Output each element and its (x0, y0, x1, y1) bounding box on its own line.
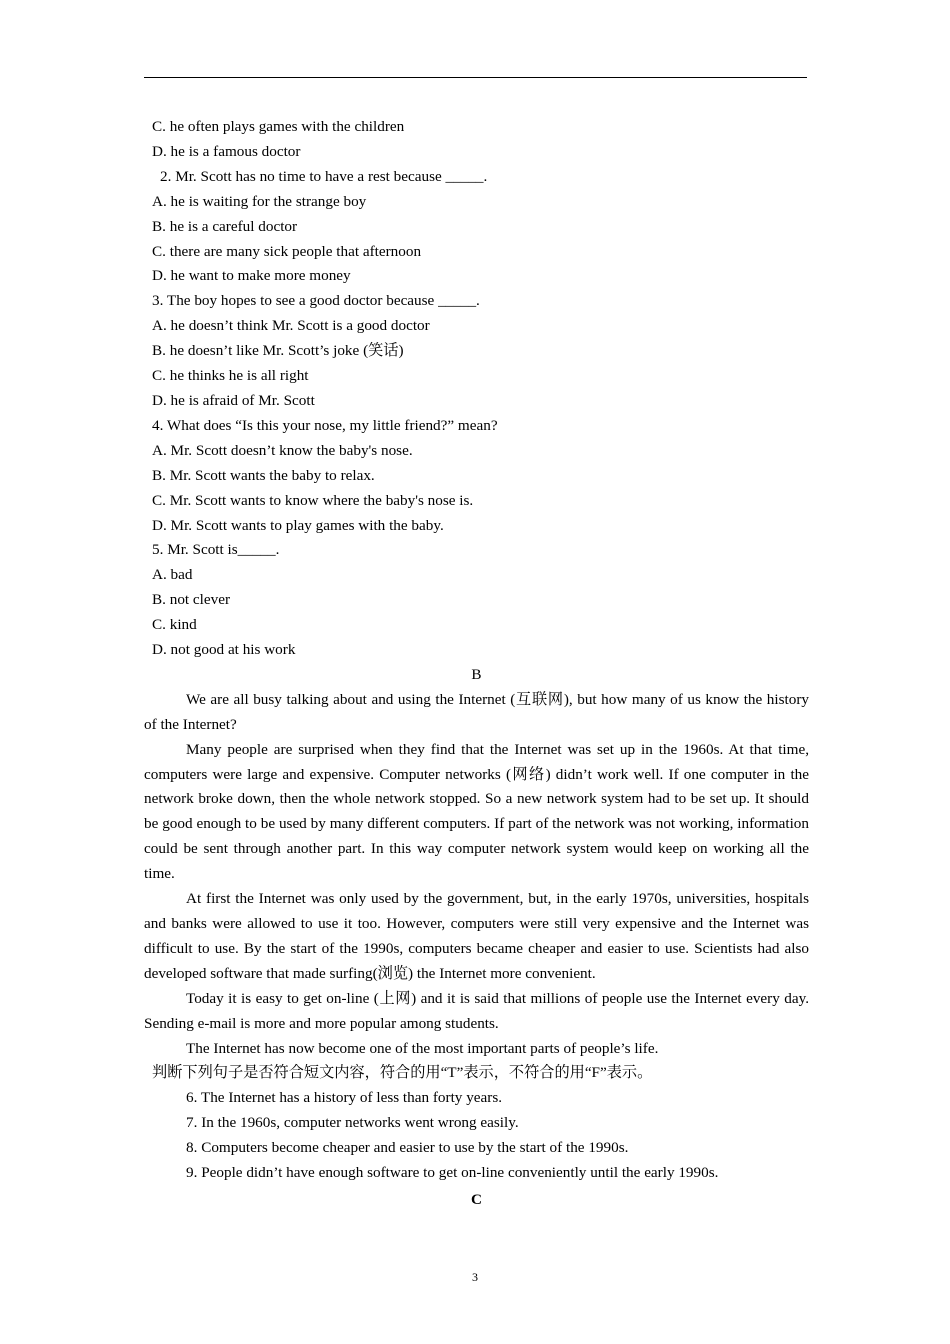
answer-option: A. bad (152, 566, 193, 584)
answer-option: B. he doesn’t like Mr. Scott’s joke (笑话) (152, 342, 404, 360)
section-c-heading: C (471, 1190, 482, 1208)
paragraph: Many people are surprised when they find that the Internet was set up in the 1960s. At that time, computers were large and expensive. Computer networks (网络) didn’t work well. If one computer in the network broke down, then the whole network stopped. So a new network system had to be set up. It should be good enough to be used by many different computers. If part of the network was not working, information could be sent through another part. In this way computer network system would keep on working all the time. (144, 740, 809, 883)
header-rule (144, 77, 807, 78)
section-b-heading: B (471, 665, 482, 683)
section-a-questions (144, 115, 809, 663)
answer-option: D. not good at his work (152, 641, 296, 659)
answer-option: D. he is afraid of Mr. Scott (152, 391, 315, 409)
answer-option: C. he often plays games with the children (152, 118, 405, 135)
answer-option: D. Mr. Scott wants to play games with the baby. (152, 516, 444, 534)
page-number: 3 (472, 1270, 478, 1284)
tf-item: 7. In the 1960s, computer networks went wrong easily. (186, 1114, 519, 1132)
paragraph: We are all busy talking about and using the Internet (互联网), but how many of us know the history of the Internet? (144, 690, 809, 733)
answer-option: B. not clever (152, 591, 231, 609)
paragraph: Today it is easy to get on-line (上网) and it is said that millions of people use the Internet every day. Sending e-mail is more and more popular among students. (144, 989, 809, 1032)
question-stem: 3. The boy hopes to see a good doctor because _____. (152, 292, 480, 310)
tf-item: 8. Computers become cheaper and easier to use by the start of the 1990s. (186, 1139, 629, 1157)
answer-option: B. Mr. Scott wants the baby to relax. (152, 466, 375, 484)
answer-option: A. he doesn’t think Mr. Scott is a good doctor (152, 317, 430, 335)
answer-option: A. he is waiting for the strange boy (152, 192, 367, 210)
question-stem: 4. What does “Is this your nose, my little friend?” mean? (152, 416, 498, 434)
answer-option: B. he is a careful doctor (152, 217, 298, 235)
answer-option: C. kind (152, 616, 197, 634)
answer-option: D. he want to make more money (152, 267, 351, 285)
paragraph: The Internet has now become one of the most important parts of people’s life. (186, 1039, 659, 1057)
tf-item: 9. People didn’t have enough software to get on-line conveniently until the early 1990s. (186, 1164, 719, 1182)
question-stem: 2. Mr. Scott has no time to have a rest because _____. (160, 167, 488, 185)
instruction: 判断下列句子是否符合短文内容，符合的用“T”表示，不符合的用“F”表示。 (152, 1064, 653, 1082)
answer-option: C. there are many sick people that afternoon (152, 242, 422, 260)
tf-item: 6. The Internet has a history of less than forty years. (186, 1089, 503, 1107)
paragraph: At first the Internet was only used by the government, but, in the early 1970s, universities, hospitals and banks were allowed to use it too. However, computers were still very expensive and the Internet was difficult to use. By the start of the 1990s, computers became cheaper and easier to use. Scientists had also developed software that made surfing(浏览) the Internet more convenient. (144, 890, 809, 982)
answer-option: A. Mr. Scott doesn’t know the baby's nose. (152, 441, 413, 459)
answer-option: D. he is a famous doctor (152, 142, 301, 160)
answer-option: C. he thinks he is all right (152, 367, 309, 385)
answer-option: C. Mr. Scott wants to know where the baby's nose is. (152, 491, 474, 509)
page-content (144, 115, 809, 1213)
question-stem: 5. Mr. Scott is_____. (152, 541, 280, 559)
